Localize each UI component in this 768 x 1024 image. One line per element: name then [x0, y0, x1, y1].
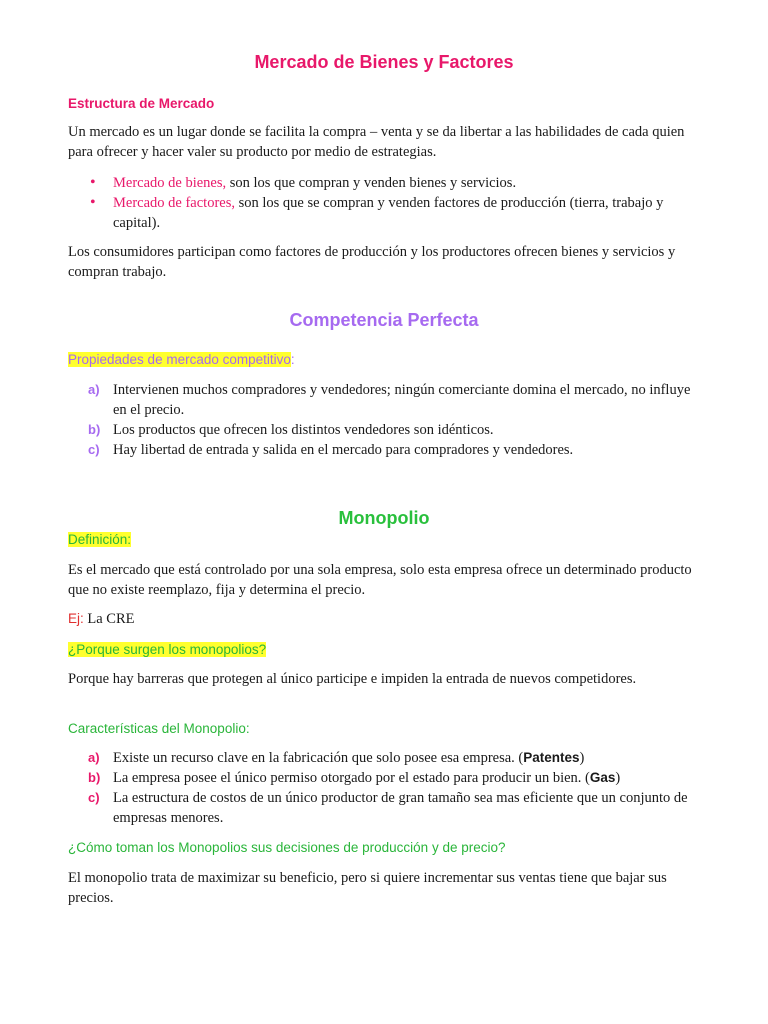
highlighted-heading: Definición:	[68, 532, 132, 547]
bullet-text: son los que compran y venden bienes y servicios.	[226, 175, 517, 191]
section-heading-estructura: Estructura de Mercado	[68, 96, 215, 111]
characteristics-list	[68, 748, 704, 828]
list-item	[68, 380, 704, 420]
definition-heading	[68, 530, 704, 550]
list-item	[68, 440, 704, 460]
section-title-monopolio: Monopolio	[338, 508, 430, 528]
list-item	[68, 193, 704, 233]
intro-paragraph: Un mercado es un lugar donde se facilita la compra – venta y se da libertar a las habilidades de cada quien para ofrecer y hacer valer su producto por medio de estrategias.	[68, 124, 685, 160]
decision-paragraph: El monopolio trata de maximizar su beneficio, pero si quiere incrementar sus ventas tiene que bajar sus precios.	[68, 870, 667, 906]
list-text: Intervienen muchos compradores y vendedores; ningún comerciante domina el mercado, no influye en el precio.	[113, 382, 691, 418]
market-types-list	[68, 173, 704, 233]
list-text: La estructura de costos de un único productor de gran tamaño sea mas eficiente que un conjunto de empresas menores.	[113, 790, 688, 826]
list-letter: a)	[88, 382, 100, 397]
example-label: Ej:	[68, 611, 84, 626]
list-text: La empresa posee el único permiso otorgado por el estado para producir un bien. (	[113, 770, 590, 786]
list-letter: a)	[88, 750, 100, 765]
list-letter: c)	[88, 790, 100, 805]
bullet-icon: •	[90, 194, 96, 211]
list-letter: c)	[88, 442, 100, 457]
list-text: Existe un recurso clave en la fabricación que solo posee esa empresa. (	[113, 750, 524, 766]
highlighted-heading: ¿Porque surgen los monopolios?	[68, 642, 267, 657]
characteristics-heading: Características del Monopolio:	[68, 721, 250, 736]
list-item	[68, 173, 704, 193]
example-line	[68, 609, 704, 629]
bullet-icon: •	[90, 174, 96, 191]
list-item	[68, 768, 704, 788]
why-paragraph: Porque hay barreras que protegen al único participe e impiden la entrada de nuevos competidores.	[68, 671, 637, 687]
example-text: La CRE	[83, 611, 135, 627]
document-title: Mercado de Bienes y Factores	[254, 52, 514, 72]
list-text: Los productos que ofrecen los distintos vendedores son idénticos.	[113, 422, 494, 438]
list-text: Hay libertad de entrada y salida en el mercado para compradores y vendedores.	[113, 442, 574, 458]
why-heading	[68, 640, 704, 660]
bullet-term: Mercado de factores,	[113, 195, 235, 211]
list-bold: Gas	[589, 770, 616, 785]
list-after: )	[579, 750, 585, 766]
highlighted-heading: Propiedades de mercado competitivo	[68, 352, 291, 367]
section-heading-propiedades	[68, 350, 704, 370]
list-letter: b)	[88, 770, 101, 785]
properties-list	[68, 380, 704, 460]
list-item	[68, 748, 704, 768]
list-item	[68, 420, 704, 440]
decision-heading: ¿Cómo toman los Monopolios sus decisiones de producción y de precio?	[68, 840, 506, 855]
list-item	[68, 788, 704, 828]
heading-suffix: :	[290, 352, 295, 367]
list-letter: b)	[88, 422, 101, 437]
section-title-competencia: Competencia Perfecta	[289, 310, 479, 330]
bullet-text: son los que se compran y venden factores de producción (tierra, trabajo y capital).	[113, 195, 664, 231]
list-bold: Patentes	[523, 750, 580, 765]
definition-paragraph: Es el mercado que está controlado por una sola empresa, solo esta empresa ofrece un determinado producto que no existe reemplazo, fija y determina el precio.	[68, 562, 692, 598]
bullet-term: Mercado de bienes,	[113, 175, 227, 191]
list-after: )	[615, 770, 621, 786]
closing-paragraph: Los consumidores participan como factores de producción y los productores ofrecen bienes y servicios y compran trabajo.	[68, 244, 676, 280]
